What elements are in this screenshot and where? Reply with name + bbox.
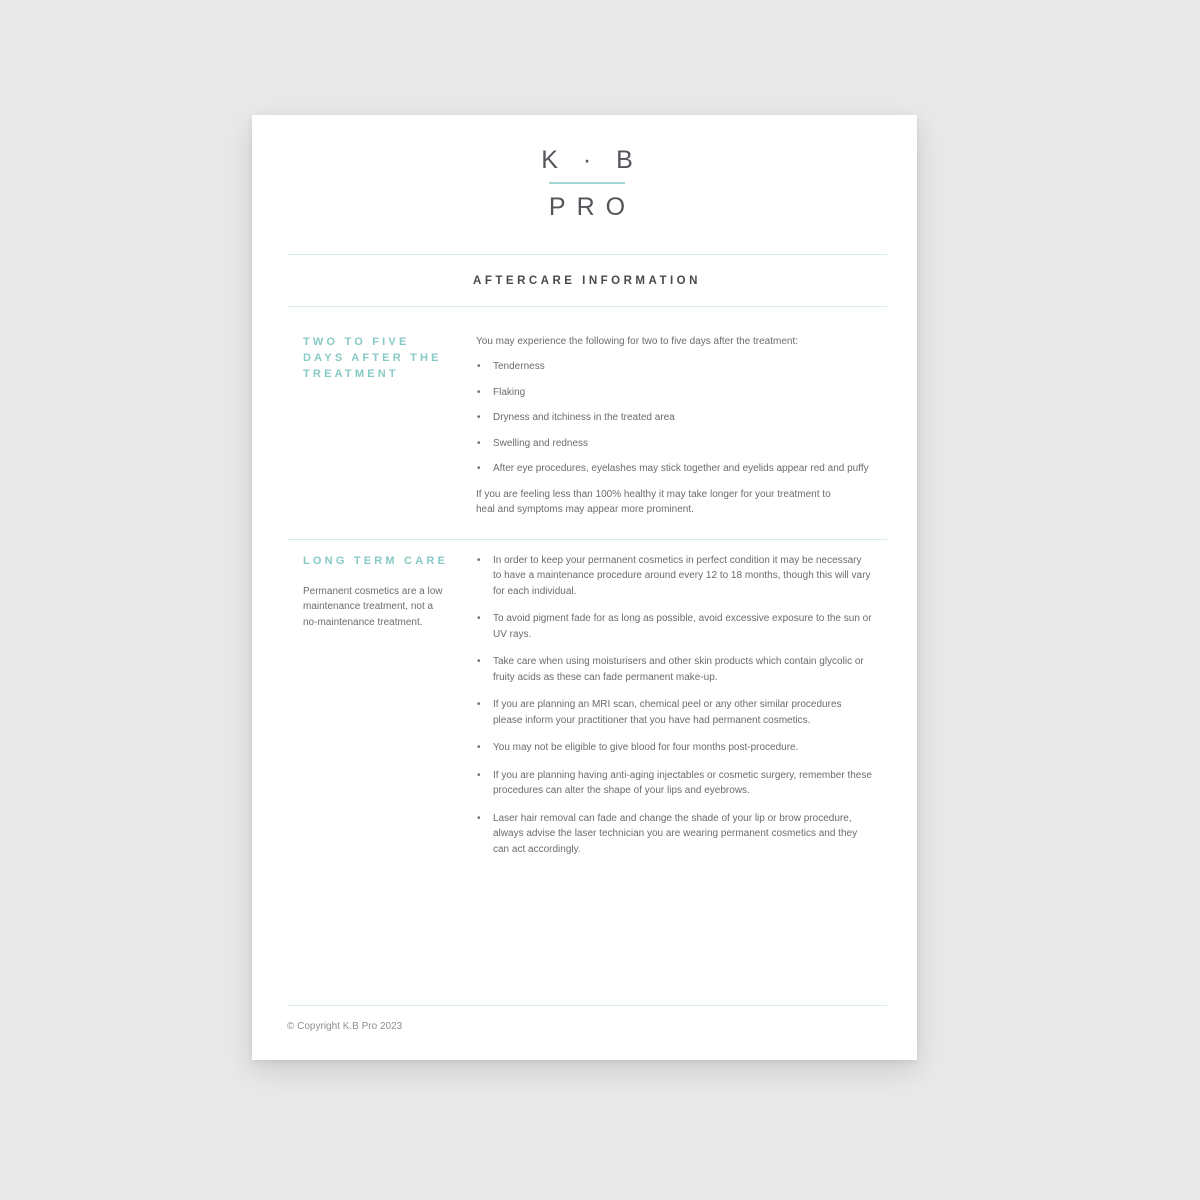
list-item: • If you are planning having anti-aging injectables or cosmetic surgery, remember these procedures can alter the shape of your lips and eyebrows. [476, 768, 872, 799]
section-intro: You may experience the following for two to five days after the treatment: [476, 336, 799, 347]
list-item: • You may not be eligible to give blood for four months post-procedure. [476, 740, 872, 756]
list-item: • If you are planning an MRI scan, chemical peel or any other similar procedures please inform your practitioner that you have had permanent cosmetics. [476, 697, 872, 728]
section-long-term-care [287, 553, 887, 870]
section-body-column [476, 553, 887, 870]
list-item: • Laser hair removal can fade and change the shade of your lip or brow procedure, always advise the laser technician you are wearing permanent cosmetics and they can act accordingly. [476, 811, 872, 858]
section-two-to-five-days [287, 334, 887, 518]
section-divider [287, 539, 887, 540]
section-heading-column [287, 334, 476, 382]
section-side-note: Permanent cosmetics are a low maintenance treatment, not a no-maintenance treatment. [303, 585, 443, 628]
kb-pro-logo [287, 115, 887, 222]
logo-top-text: K · B [541, 146, 642, 174]
list-item: • Tenderness [476, 359, 887, 375]
header-divider-bottom [287, 306, 887, 307]
section-heading: LONG TERM CARE [303, 554, 449, 567]
copyright-text: © Copyright K.B Pro 2023 [287, 1021, 403, 1032]
symptoms-list [476, 359, 887, 477]
list-item: • In order to keep your permanent cosmetics in perfect condition it may be necessary to have a maintenance procedure around every 12 to 18 months, though this will vary for each individual. [476, 553, 872, 600]
list-item: • Dryness and itchiness in the treated area [476, 410, 887, 426]
section-heading-column [287, 553, 476, 631]
section-body-column [476, 334, 887, 518]
page-footer [287, 1005, 887, 1032]
list-item: • To avoid pigment fade for as long as possible, avoid excessive exposure to the sun or UV rays. [476, 611, 872, 642]
section-heading: TWO TO FIVE DAYS AFTER THE TREATMENT [303, 336, 442, 380]
list-item: • Swelling and redness [476, 436, 887, 452]
logo-bottom-text: PRO [548, 193, 637, 221]
long-term-care-list [476, 553, 887, 858]
list-item: • After eye procedures, eyelashes may stick together and eyelids appear red and puffy [476, 461, 887, 477]
list-item: • Take care when using moisturisers and other skin products which contain glycolic or fruity acids as these can fade permanent make-up. [476, 654, 872, 685]
document-page [252, 115, 917, 1060]
list-item: • Flaking [476, 385, 887, 401]
logo-divider-line [549, 182, 625, 184]
section-outro: If you are feeling less than 100% healthy it may take longer for your treatment to heal and symptoms may appear more prominent. [476, 488, 831, 515]
footer-divider [287, 1005, 887, 1006]
page-title: AFTERCARE INFORMATION [473, 275, 701, 287]
